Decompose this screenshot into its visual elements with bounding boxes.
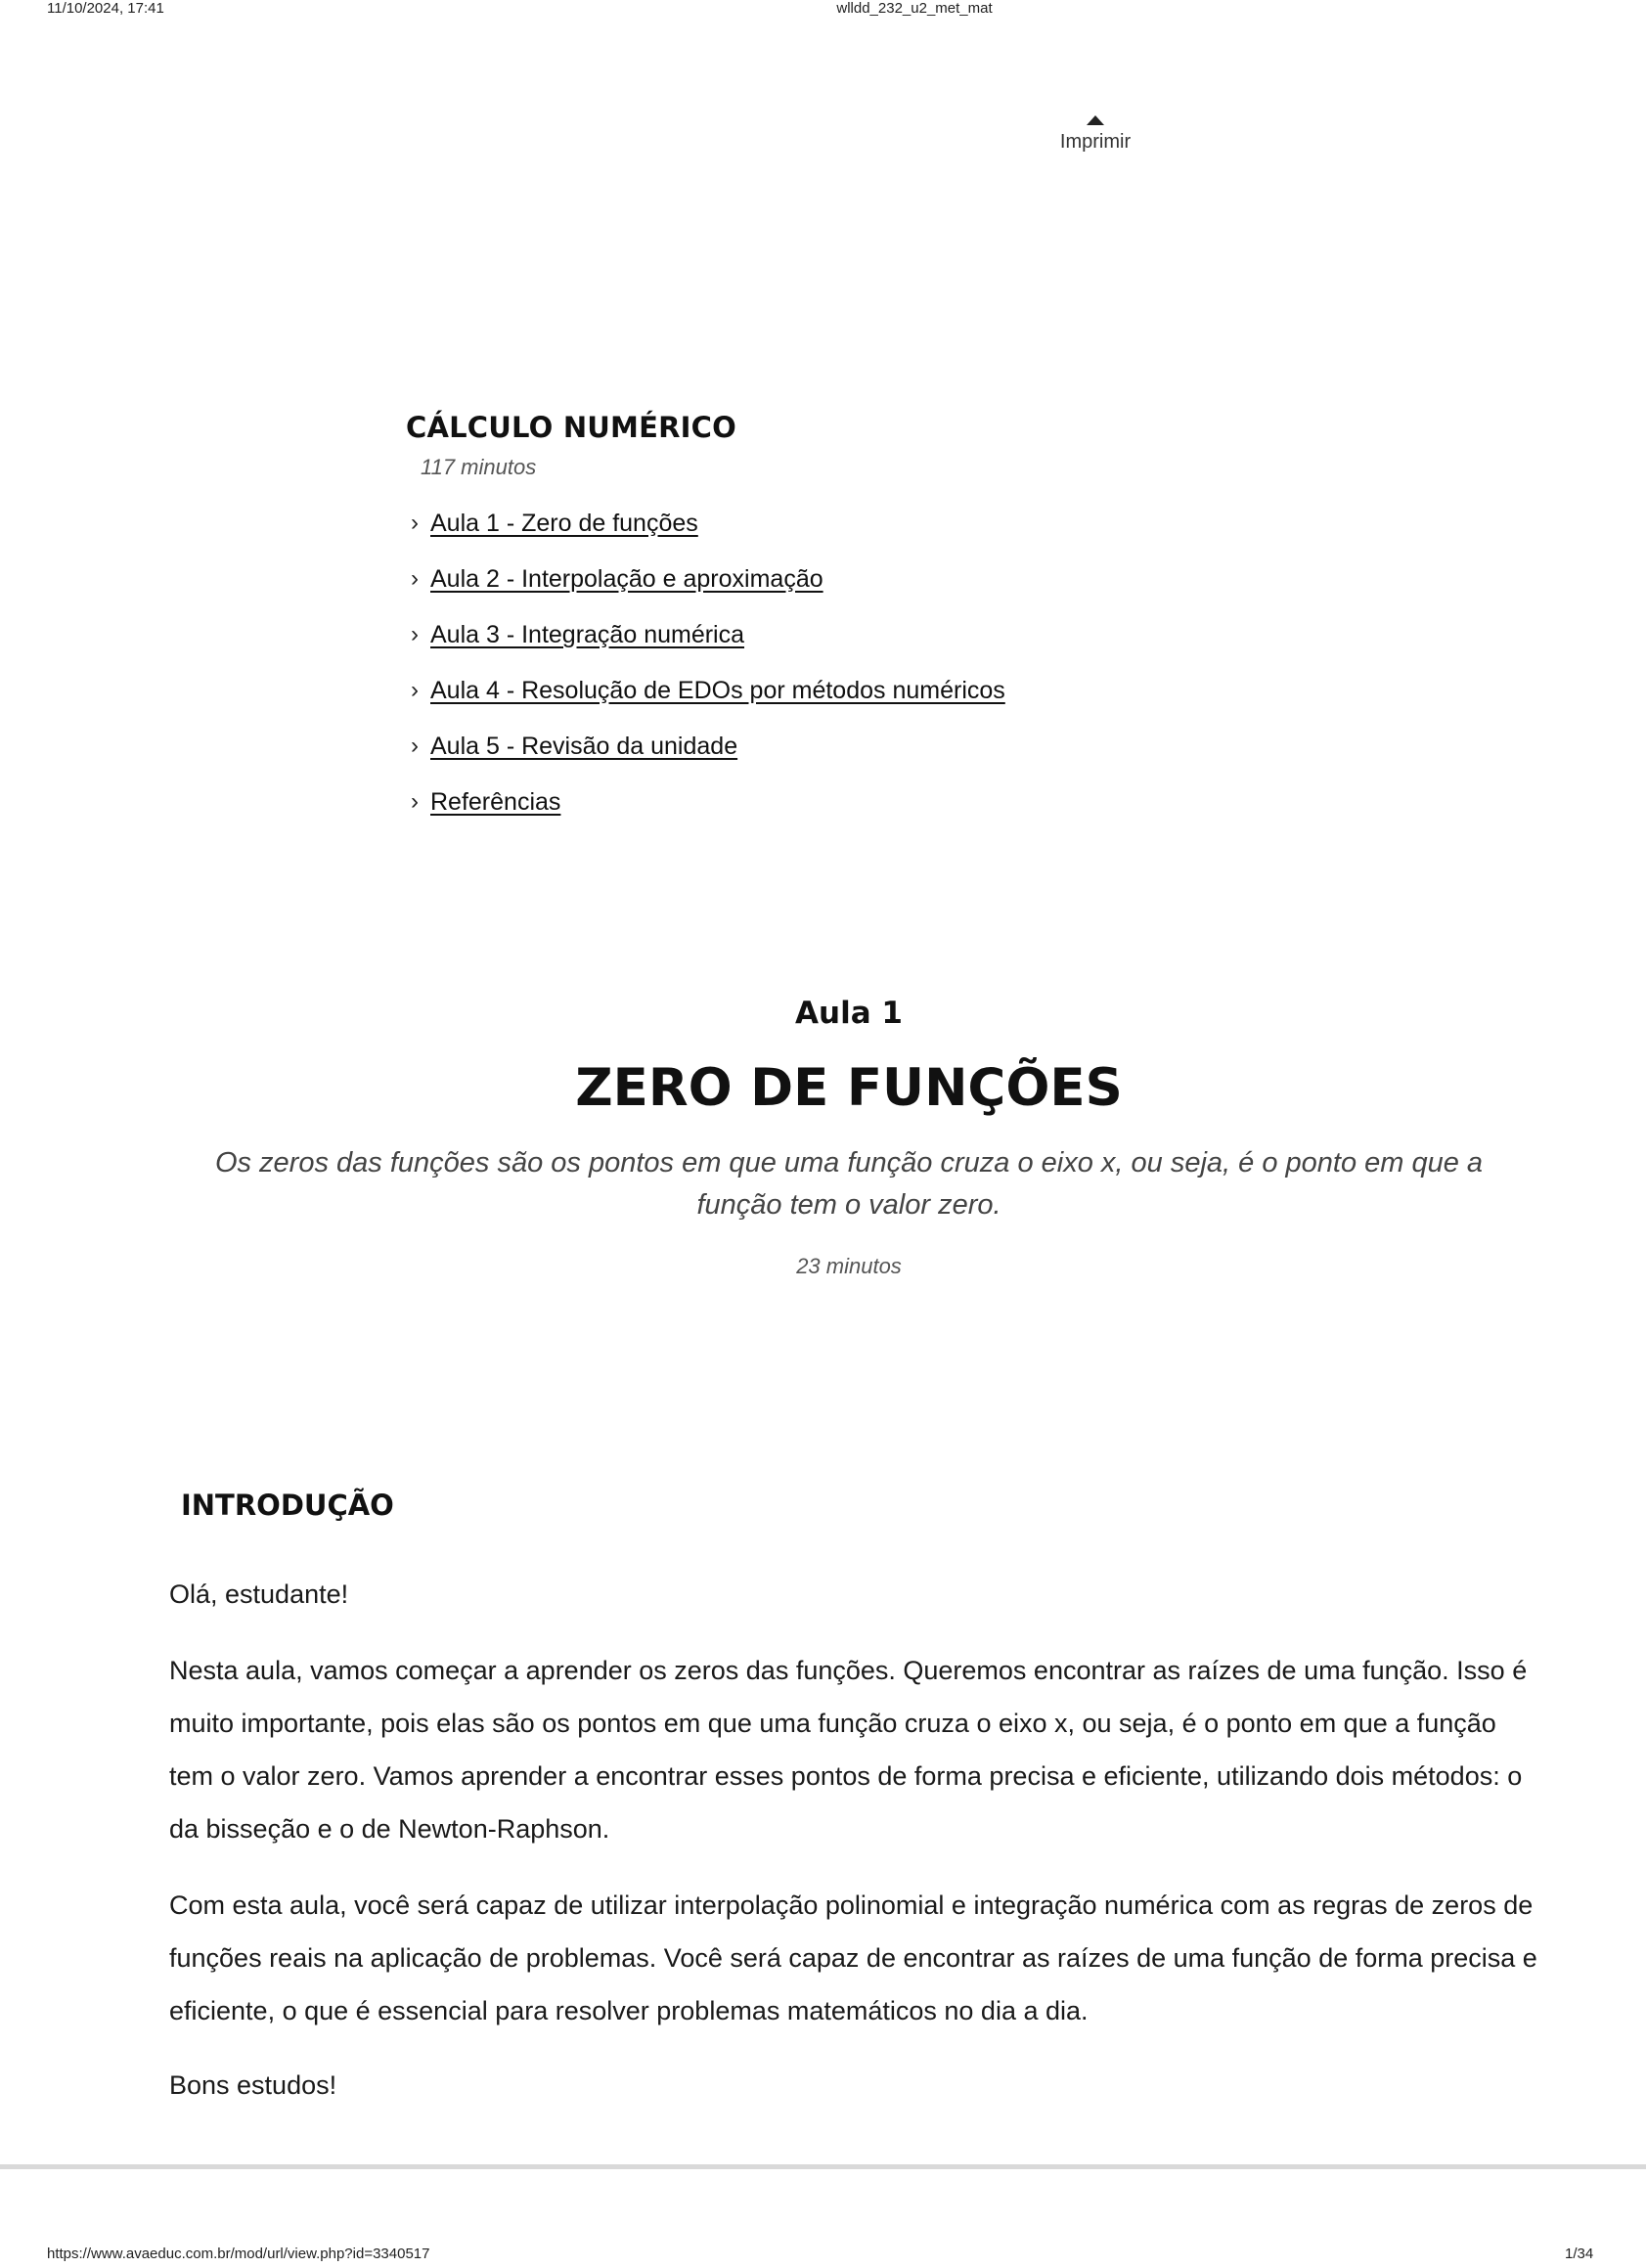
- chevron-right-icon: ›: [411, 565, 419, 592]
- intro-paragraph: Olá, estudante!: [169, 1579, 349, 1609]
- print-doc-title: wlldd_232_u2_met_mat: [836, 0, 993, 17]
- print-datetime: 11/10/2024, 17:41: [47, 0, 164, 17]
- chevron-right-icon: ›: [411, 788, 419, 815]
- print-page-number: 1/34: [1565, 2246, 1594, 2262]
- lesson-number: Aula 1: [795, 996, 903, 1031]
- print-button[interactable]: [1037, 115, 1154, 154]
- toc-item: [411, 566, 1005, 622]
- toc-item: [411, 678, 1005, 734]
- intro-paragraph: Bons estudos!: [169, 2070, 337, 2100]
- course-duration: 117 minutos: [421, 455, 537, 479]
- toc-link-aula-4[interactable]: Aula 4 - Resolução de EDOs por métodos numéricos: [430, 677, 1005, 704]
- intro-paragraph: Com esta aula, você será capaz de utilizar interpolação polinomial e integração numérica com as regras de zeros de funções reais na aplicação de problemas. Você será capaz de encontrar as raízes de uma função de forma precisa e eficiente, o que é essencial para resolver problemas matemáticos no dia a dia.: [169, 1890, 1537, 2025]
- page-divider: [0, 2164, 1646, 2169]
- toc-item: [411, 789, 1005, 845]
- toc-item: [411, 511, 1005, 566]
- course-toc: [411, 511, 1005, 845]
- lesson-title: ZERO DE FUNÇÕES: [575, 1058, 1123, 1118]
- lesson-duration: 23 minutos: [796, 1254, 902, 1278]
- chevron-right-icon: ›: [411, 677, 419, 703]
- toc-link-referencias[interactable]: Referências: [430, 788, 561, 816]
- print-button-label: Imprimir: [1059, 131, 1132, 153]
- lesson-subtitle: Os zeros das funções são os pontos em que uma função cruza o eixo x, ou seja, é o ponto em que a função tem o valor zero.: [214, 1147, 1484, 1221]
- course-title: CÁLCULO NUMÉRICO: [406, 411, 736, 444]
- chevron-right-icon: ›: [411, 621, 419, 647]
- toc-link-aula-1[interactable]: Aula 1 - Zero de funções: [430, 510, 698, 537]
- toc-link-aula-3[interactable]: Aula 3 - Integração numérica: [430, 621, 745, 648]
- intro-heading: INTRODUÇÃO: [181, 1489, 394, 1522]
- chevron-right-icon: ›: [411, 733, 419, 759]
- toc-link-aula-2[interactable]: Aula 2 - Interpolação e aproximação: [430, 565, 823, 593]
- triangle-up-icon: [1087, 115, 1104, 125]
- toc-link-aula-5[interactable]: Aula 5 - Revisão da unidade: [430, 733, 738, 760]
- toc-item: [411, 622, 1005, 678]
- toc-item: [411, 734, 1005, 789]
- print-url: https://www.avaeduc.com.br/mod/url/view.php?id=3340517: [47, 2246, 430, 2262]
- intro-paragraph: Nesta aula, vamos começar a aprender os zeros das funções. Queremos encontrar as raízes de uma função. Isso é muito importante, pois elas são os pontos em que uma função cruza o eixo x, ou seja, é o ponto em que a função tem o valor zero. Vamos aprender a encontrar esses pontos de forma precisa e eficiente, utilizando dois métodos: o da bisseção e o de Newton-Raphson.: [169, 1656, 1528, 1844]
- chevron-right-icon: ›: [411, 510, 419, 536]
